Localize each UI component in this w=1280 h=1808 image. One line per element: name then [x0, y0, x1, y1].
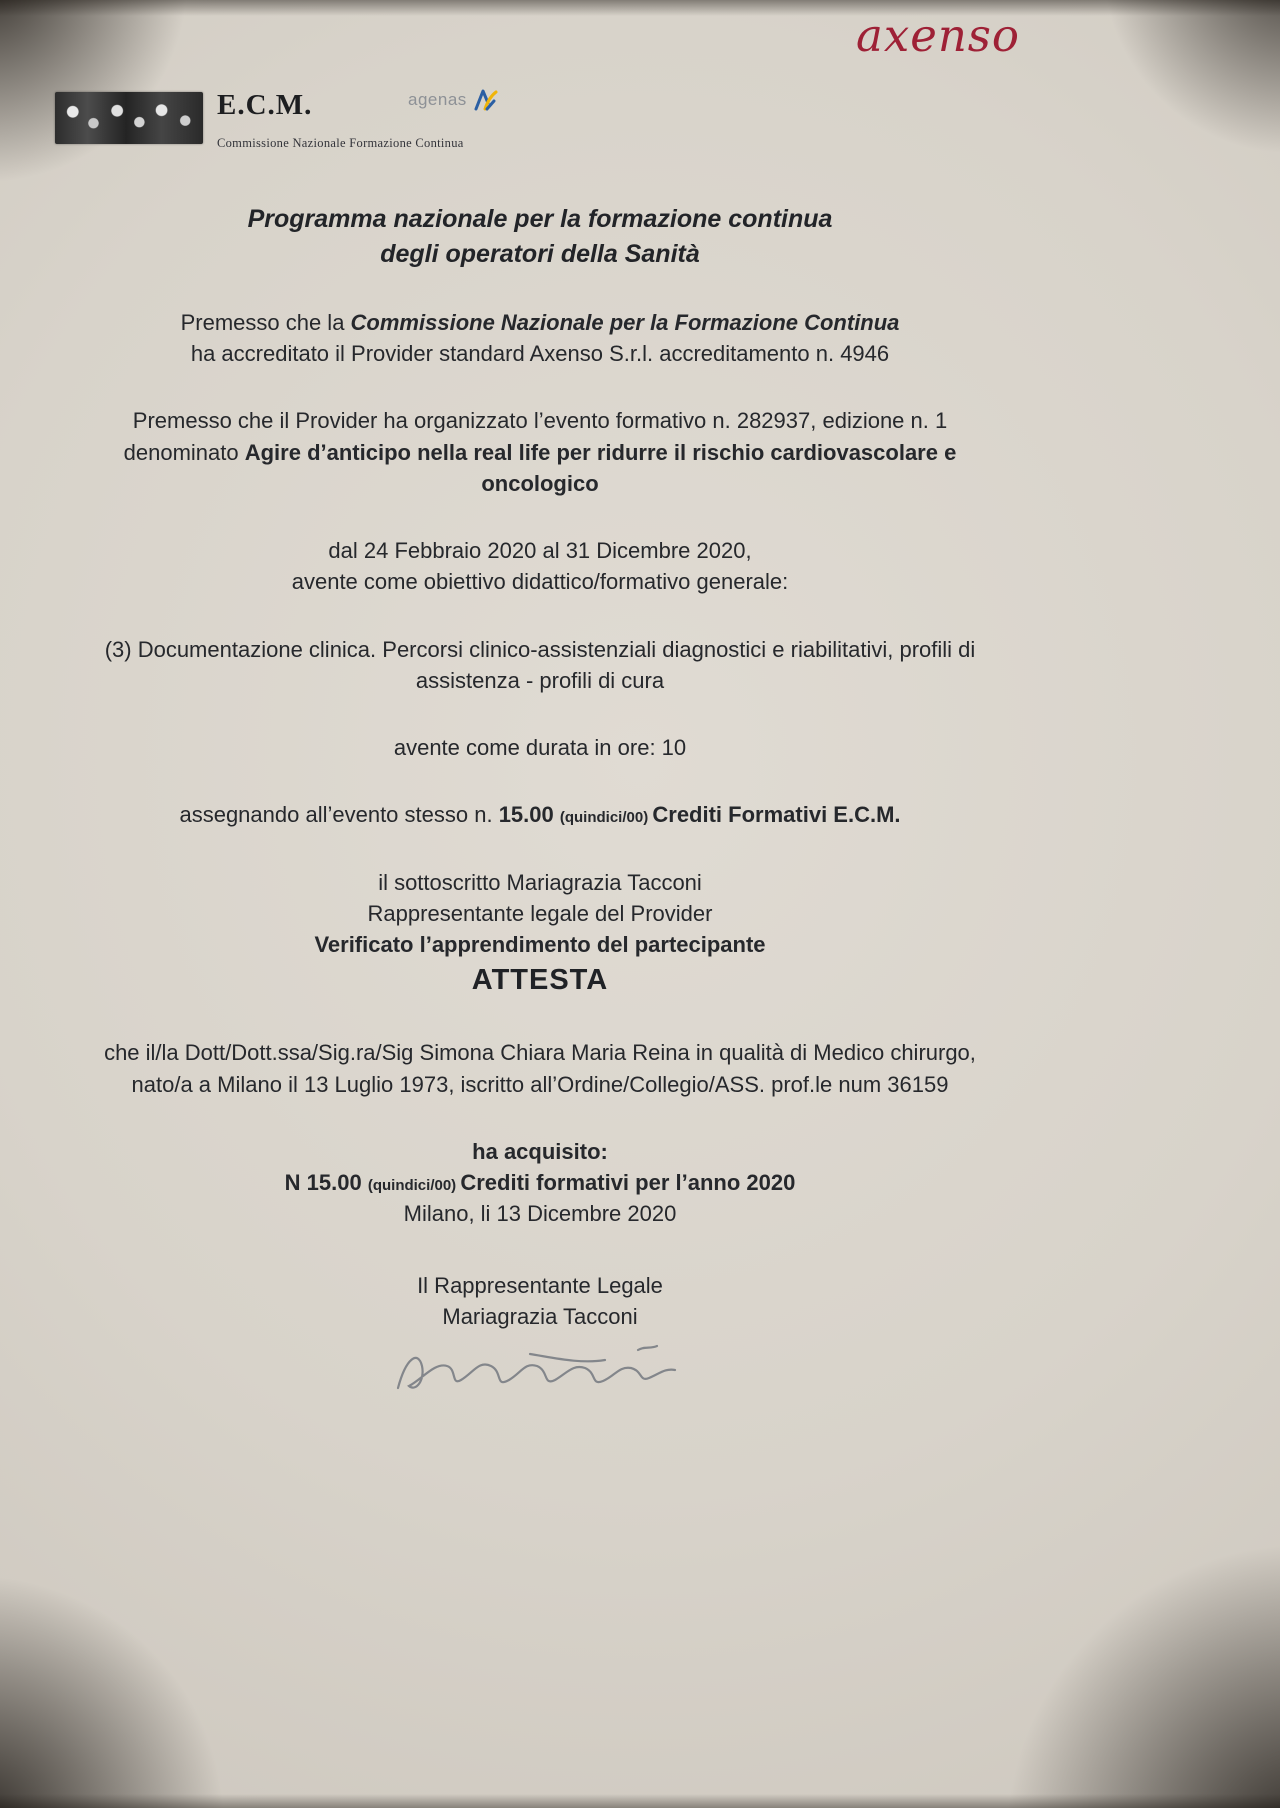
objective-line1: (3) Documentazione clinica. Percorsi clinico-assistenziali diagnostici e riabilitativi, profili di	[104, 636, 976, 662]
axenso-logo: axenso	[855, 9, 1020, 62]
premesso1-line2: ha accreditato il Provider standard Axenso S.r.l. accreditamento n. 4946	[190, 341, 890, 367]
premesso2-line1: Premesso che il Provider ha organizzato l’evento formativo n. 282937, edizione n. 1	[132, 408, 948, 434]
paragraph-participant	[75, 1037, 1005, 1099]
certificate-content	[75, 0, 1020, 1418]
document-title	[75, 202, 1005, 271]
signature-image	[390, 1338, 690, 1410]
dates-line1: dal 24 Febbraio 2020 al 31 Dicembre 2020,	[328, 538, 752, 564]
agenas-mark-icon	[472, 88, 498, 120]
acquired-value: N 15.00	[284, 1170, 368, 1196]
paragraph-signatory	[75, 867, 1005, 929]
paragraph-acquired	[75, 1136, 1005, 1198]
participant-line1: che il/la Dott/Dott.ssa/Sig.ra/Sig Simona Chiara Maria Reina in qualità di Medico chirurgo,	[104, 1040, 976, 1066]
closing-line2: Mariagrazia Tacconi	[442, 1303, 638, 1329]
premesso2-line2	[75, 437, 1005, 468]
text-run: assegnando all’evento stesso n.	[179, 802, 499, 828]
closing-block	[75, 1270, 1005, 1332]
ecm-logo	[55, 88, 464, 153]
ecm-subtitle: Commissione Nazionale Formazione Continua	[217, 135, 464, 150]
paragraph-credits	[75, 799, 1005, 830]
acquired-tail: Crediti formativi per l’anno 2020	[460, 1170, 796, 1196]
paragraph-premesso-evento	[75, 405, 1005, 499]
ecm-people-photo-icon	[55, 92, 203, 144]
duration-line: avente come durata in ore: 10	[393, 735, 687, 761]
premesso1-line1	[75, 307, 1005, 338]
event-title-bold: Agire d’anticipo nella real life per ridurre il rischio cardiovascolare e	[244, 439, 957, 465]
closing-line1: Il Rappresentante Legale	[417, 1272, 663, 1298]
title-line2: degli operatori della Sanità	[380, 239, 700, 268]
acquired-line	[75, 1167, 1005, 1198]
place-date: Milano, li 13 Dicembre 2020	[403, 1201, 677, 1227]
signatory-line1: il sottoscritto Mariagrazia Tacconi	[378, 869, 702, 895]
agenas-logo	[408, 88, 498, 120]
text-run: Premesso che la	[180, 310, 351, 335]
text-run-bold-italic: Commissione Nazionale per la Formazione Continua	[350, 310, 900, 335]
premesso2-line3: oncologico	[481, 470, 599, 496]
objective-line2: assistenza - profili di cura	[415, 667, 665, 693]
paragraph-objective	[75, 634, 1005, 696]
ecm-title: E.C.M.	[217, 89, 313, 121]
title-line1: Programma nazionale per la formazione continua	[247, 205, 833, 233]
attesta-heading: ATTESTA	[471, 964, 609, 997]
text-run: denominato	[123, 439, 245, 465]
credits-words: (quindici/00)	[559, 809, 653, 827]
participant-line2: nato/a a Milano il 13 Luglio 1973, iscritto all’Ordine/Collegio/ASS. prof.le num 36159	[131, 1071, 949, 1097]
acquired-heading: ha acquisito:	[472, 1138, 608, 1164]
paragraph-duration	[75, 732, 1005, 763]
paragraph-premesso-accreditamento	[75, 307, 1005, 369]
signature-area	[75, 1338, 1005, 1418]
agenas-label: agenas	[408, 90, 467, 109]
credits-line	[75, 799, 1005, 830]
certificate-header	[75, 0, 1020, 150]
acquired-words: (quindici/00)	[367, 1177, 461, 1195]
signatory-line2: Rappresentante legale del Provider	[367, 900, 713, 926]
verified-statement: Verificato l’apprendimento del partecipante	[314, 932, 766, 958]
paragraph-dates	[75, 535, 1005, 597]
dates-line2: avente come obiettivo didattico/formativo generale:	[291, 569, 789, 595]
credits-tail: Crediti Formativi E.C.M.	[652, 802, 901, 828]
credits-value: 15.00	[498, 802, 560, 828]
